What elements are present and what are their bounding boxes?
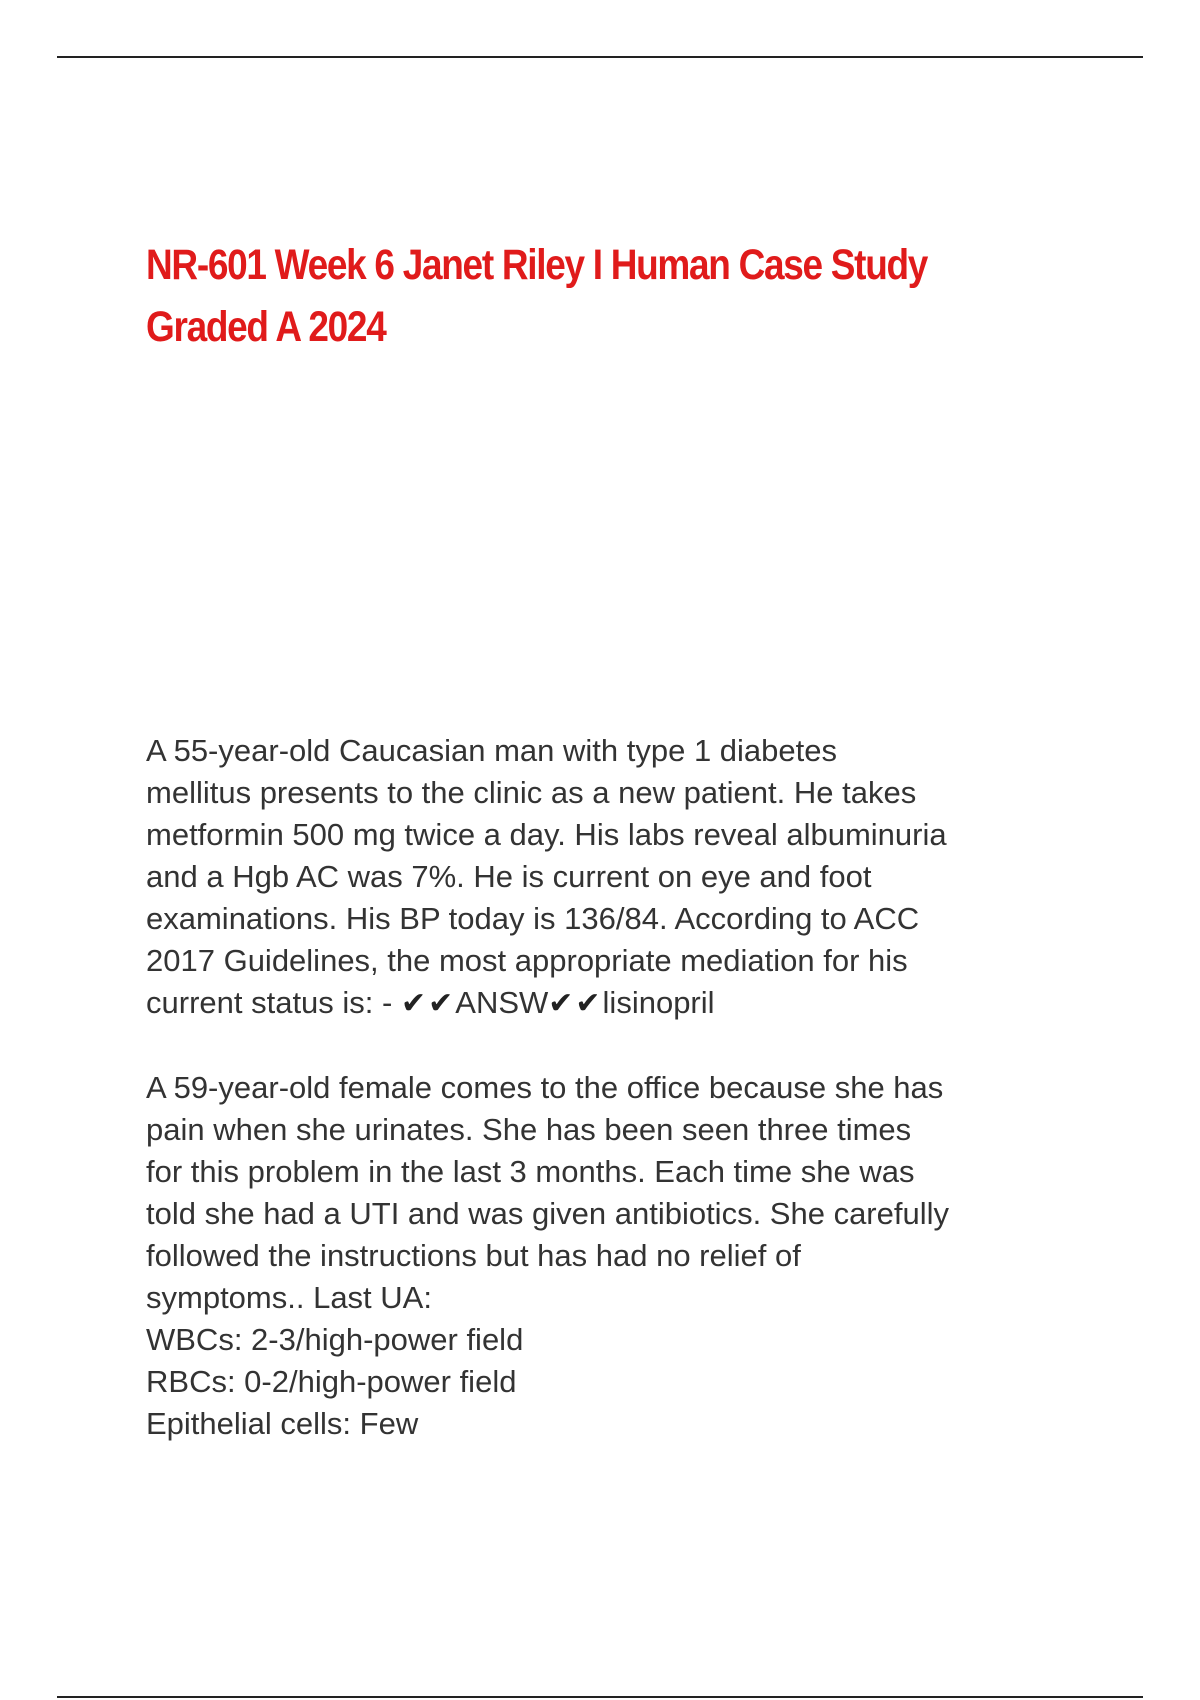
lab-result-line: Epithelial cells: Few bbox=[146, 1406, 419, 1441]
title-line-1: NR-601 Week 6 Janet Riley I Human Case Study bbox=[146, 241, 928, 289]
lab-result-line: WBCs: 2-3/high-power field bbox=[146, 1322, 524, 1357]
question-1-line: 2017 Guidelines, the most appropriate mediation for his bbox=[146, 943, 908, 978]
answer-label: ANSW bbox=[455, 985, 549, 1020]
question-1-line: metformin 500 mg twice a day. His labs reveal albuminuria bbox=[146, 817, 947, 852]
question-2-line: for this problem in the last 3 months. Each time she was bbox=[146, 1154, 915, 1189]
question-2-line: pain when she urinates. She has been seen three times bbox=[146, 1112, 912, 1147]
question-1 bbox=[146, 730, 1106, 1025]
document-body bbox=[146, 730, 1106, 1487]
question-2-line: A 59-year-old female comes to the office because she has bbox=[146, 1070, 944, 1105]
question-1-line: examinations. His BP today is 136/84. According to ACC bbox=[146, 901, 920, 936]
lab-result-line: RBCs: 0-2/high-power field bbox=[146, 1364, 517, 1399]
question-1-prefix: current status is: - bbox=[146, 985, 393, 1020]
question-1-line: mellitus presents to the clinic as a new patient. He takes bbox=[146, 775, 917, 810]
question-1-answer-line bbox=[146, 982, 1106, 1025]
header-rule bbox=[57, 56, 1143, 58]
footer-rule bbox=[57, 1696, 1143, 1698]
check-mark-icon: ✔✔ bbox=[548, 986, 603, 1021]
question-2-line: symptoms.. Last UA: bbox=[146, 1280, 432, 1315]
question-2 bbox=[146, 1067, 1106, 1445]
question-1-line: A 55-year-old Caucasian man with type 1 diabetes bbox=[146, 733, 838, 768]
question-2-line: followed the instructions but has had no relief of bbox=[146, 1238, 801, 1273]
question-1-line: and a Hgb AC was 7%. He is current on eye and foot bbox=[146, 859, 872, 894]
answer-text: lisinopril bbox=[602, 985, 715, 1020]
question-2-line: told she had a UTI and was given antibiotics. She carefully bbox=[146, 1196, 950, 1231]
document-title bbox=[146, 234, 972, 358]
check-mark-icon: ✔✔ bbox=[400, 986, 456, 1021]
title-line-2: Graded A 2024 bbox=[146, 303, 386, 351]
